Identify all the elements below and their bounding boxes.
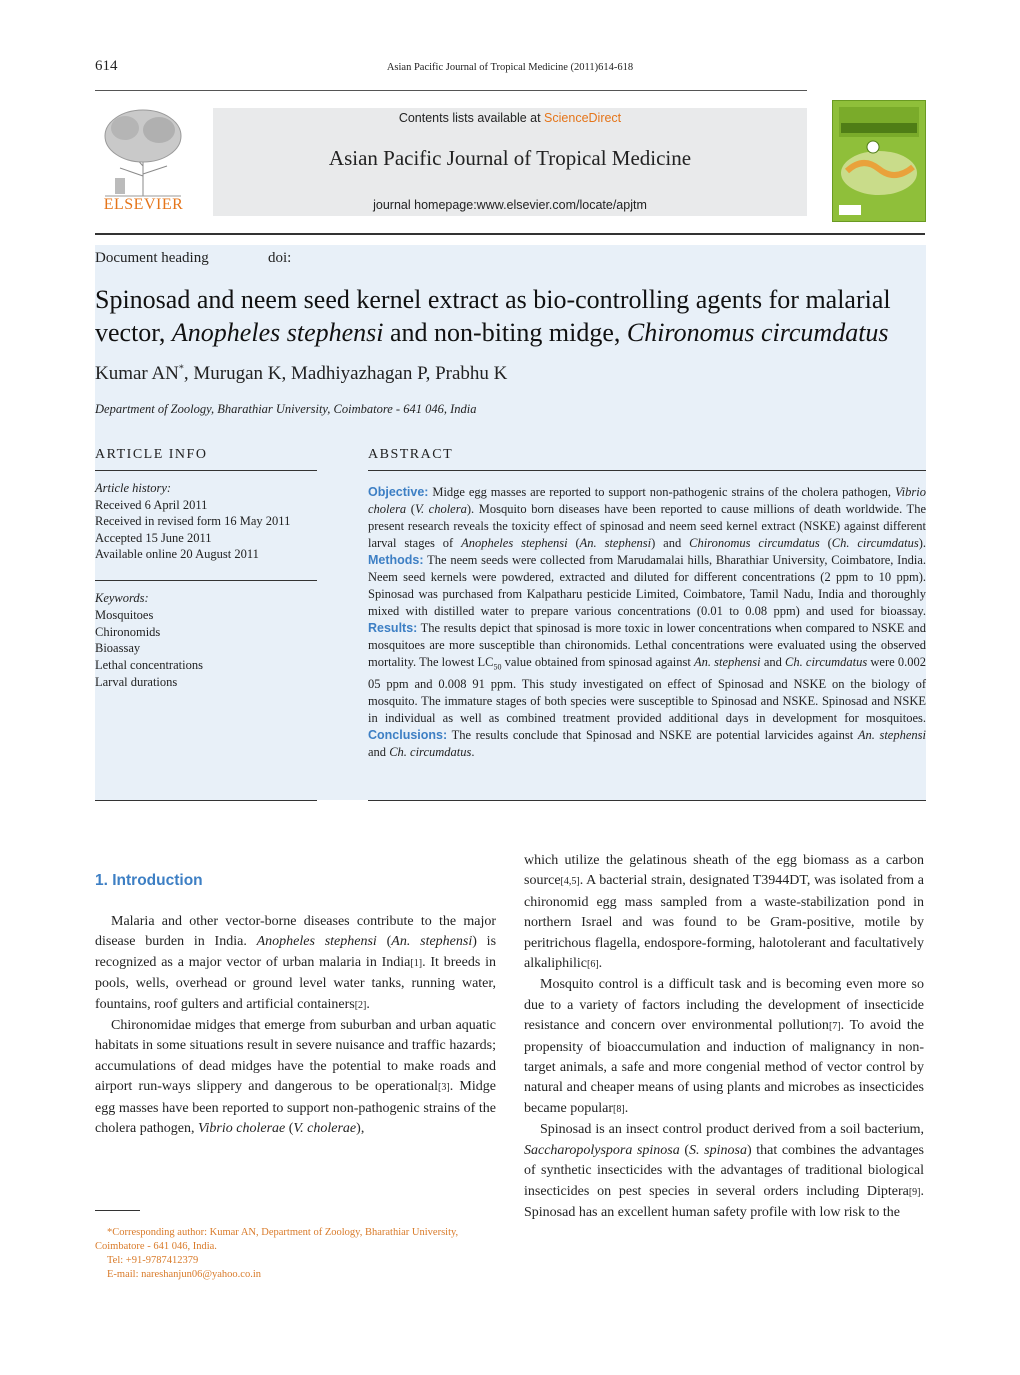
keyword: Lethal concentrations <box>95 658 203 673</box>
title-species-2: Chironomus circumdatus <box>626 318 889 347</box>
footnote-tel: Tel: +91-9787412379 <box>107 1255 199 1266</box>
history-item: Available online 20 August 2011 <box>95 547 259 561</box>
article-history <box>95 480 290 563</box>
corresponding-author-footnote <box>95 1226 496 1282</box>
conclusions-label: Conclusions: <box>368 727 448 742</box>
contents-line <box>213 111 807 125</box>
sciencedirect-link[interactable]: ScienceDirect <box>544 111 622 125</box>
paragraph: Mosquito control is a difficult task and is becoming even more so due to a variety of factors including the development of insecticide resistance and concern over environmental pollution[7]. To avoid the propensity of bioaccumulation and induction of malignancy in non-target animals, a safe and more congenial method of vector control by natural and cheaper means of using plants and microbes as insecticides became popular[8]. <box>524 977 924 1116</box>
journal-title: Asian Pacific Journal of Tropical Medicine <box>328 146 692 170</box>
title-part-2: and non-biting midge, <box>383 318 627 347</box>
author-list <box>95 363 507 385</box>
body-column-right <box>524 851 924 1223</box>
doi-label: doi: <box>268 250 292 266</box>
paragraph: which utilize the gelatinous sheath of the egg biomass as a carbon source[4,5]. A bacterial strain, designated T3944DT, was isolated from a chironomid egg mass sampled from a waste-stabilization pond in northern Israel and was found to be Gram-positive, motile by peritrichous flagella, endospore-forming, halotolerant and facultatively alkaliphilic[6]. <box>524 853 924 972</box>
results-label: Results: <box>368 621 418 635</box>
keyword: Chironomids <box>95 624 161 639</box>
keyword: Bioassay <box>95 641 141 656</box>
footnote-corresponding: *Corresponding author: Kumar AN, Department of Zoology, Bharathiar University, Coimbatore - 641 046, India. <box>95 1227 459 1252</box>
paragraph: Spinosad is an insect control product derived from a soil bacterium, Saccharopolyspora spinosa (S. spinosa) that combines the advantages of synthetic insecticides with the advantages of traditional biological insecticides on pest species in several orders including Diptera[9]. Spinosad has an excellent human safety profile with low risk to the <box>524 1122 924 1220</box>
header-rule <box>95 90 807 91</box>
header-divider <box>95 233 925 235</box>
objective-label: Objective: <box>368 485 429 499</box>
history-item: Received in revised form 16 May 2011 <box>95 514 291 528</box>
history-label: Article history: <box>95 481 172 495</box>
divider <box>95 800 317 801</box>
tree-icon <box>95 106 192 198</box>
elsevier-logo <box>95 106 192 214</box>
corresponding-mark: * <box>178 363 184 375</box>
paragraph: Chironomidae midges that emerge from suburban and urban aquatic habitats in some situations result in severe nuisance and traffic hazards; accumulations of dead midges have the potential to make roads and airport run-ways slippery and dangerous to be operational[3]. Midge egg masses have been reported to support non-pathogenic strains of the cholera pathogen, Vibrio cholerae (V. cholerae), <box>95 1018 496 1137</box>
article-title <box>95 283 935 349</box>
divider <box>368 470 926 471</box>
affiliation: Department of Zoology, Bharathiar University, Coimbatore - 641 046, India <box>95 402 477 416</box>
abstract-body: Objective: Midge egg masses are reported to support non-pathogenic strains of the cholera pathogen, Vibrio cholera (V. cholera). Mosquito born diseases have been reported to cause millions of death worldwide. The present research reveals the toxicity effect of spinosad and neem seed kernel extract (NSKE) against different larval stages of Anopheles stephensi (An. stephensi) and Chironomus circumdatus (Ch. circumdatus). Methods: The neem seeds were collected from Marudamalai hills, Bharathiar University, Coimbatore, India. Neem seed kernels were powdered, extracted and diluted for different concentrations (2 ppm to 10 ppm). Spinosad was purchased from Kalpatharu pesticide Limited, Coimbatore, Tamil Nadu, India and thoroughly mixed with distilled water to prepare various concentrations (0.01 to 0.08 ppm) and used for bioassay. Results: The results depict that spinosad is more toxic in lower concentrations when compared to NSKE and mosquitoes are more susceptible than chironomids. Lethal concentrations were evaluated using the observed mortality. The lowest $LC_{50}$ value obtained from spinosad against An. stephensi and Ch. circumdatus were 0.002 05 ppm and 0.008 91 ppm. This study investigated on effect of Spinosad and NSKE on the biology of mosquito. The immature stages of both species were susceptible to Spinosad and NSKE. Spinosad and NSKE in individual as well as combined treatment provided additional days in development for mosquitoes. Conclusions: The results conclude that Spinosad and NSKE are potential larvicides against An. stephensi and Ch. circumdatus. <box>368 485 927 759</box>
authors-rest: , Murugan K, Madhiyazhagan P, Prabhu K <box>183 363 508 384</box>
abstract-heading: ABSTRACT <box>368 447 454 462</box>
divider <box>95 470 317 471</box>
article-info-heading: ARTICLE INFO <box>95 447 208 462</box>
divider <box>95 580 317 581</box>
title-species-1: Anopheles stephensi <box>171 318 384 347</box>
footnote-email[interactable]: E-mail: nareshanjun06@yahoo.co.in <box>107 1269 262 1280</box>
title-part-1: Spinosad and neem seed kernel extract as bio-controlling agents for malarial vector, <box>95 285 891 347</box>
body-column-left <box>95 912 496 1139</box>
methods-label: Methods: <box>368 553 424 567</box>
keywords-label: Keywords: <box>95 591 149 605</box>
paragraph: Malaria and other vector-borne diseases contribute to the major disease burden in India. Anopheles stephensi (An. stephensi) is recognized as a major vector of urban malaria in India[1]. It breeds in pools, wells, overhead or ground level water tanks, running water, fountains, roof gulters and artificial containers[2]. <box>95 914 497 1012</box>
history-item: Received 6 April 2011 <box>95 497 208 512</box>
author-first: Kumar AN <box>95 363 179 384</box>
keyword: Mosquitoes <box>95 607 154 622</box>
footnote-rule <box>95 1210 140 1211</box>
running-title: Asian Pacific Journal of Tropical Medicine (2011)614-618 <box>386 62 634 73</box>
divider <box>368 800 926 801</box>
contents-prefix: Contents lists available at <box>398 111 545 125</box>
document-heading: Document heading <box>95 250 209 266</box>
section-heading-introduction: 1. Introduction <box>95 872 203 889</box>
keyword: Larval durations <box>95 674 178 689</box>
elsevier-wordmark: ELSEVIER <box>103 196 184 213</box>
keywords <box>95 590 203 691</box>
journal-cover-image <box>832 100 926 222</box>
history-item: Accepted 15 June 2011 <box>95 530 212 545</box>
page-number: 614 <box>95 58 118 74</box>
journal-homepage[interactable]: journal homepage:www.elsevier.com/locate/apjtm <box>373 198 647 212</box>
